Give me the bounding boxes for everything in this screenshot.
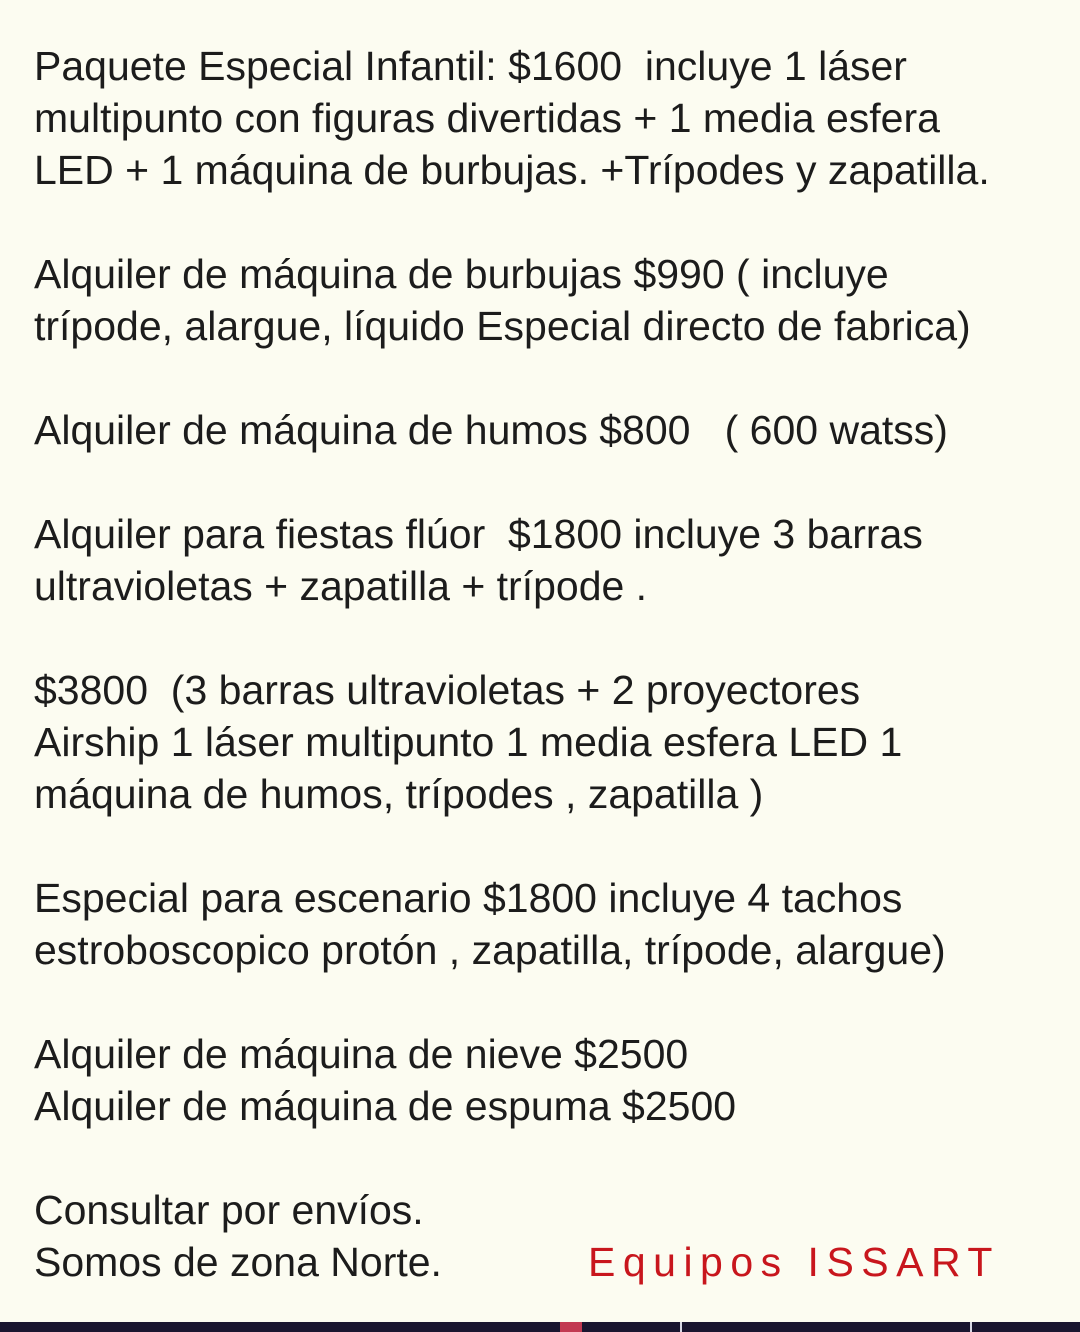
combo-line-2: Airship 1 láser multipunto 1 media esfera LED 1 [34,719,903,765]
escenario-line-2: estroboscopico protón , zapatilla, trípode, alargue) [34,927,946,973]
infantil-line-3: LED + 1 máquina de burbujas. +Trípodes y zapatilla. [34,147,990,193]
bottom-strip-glow [560,1322,582,1332]
fluor-line-2: ultravioletas + zapatilla + trípode . [34,563,648,609]
burbujas-line-2: trípode, alargue, líquido Especial directo de fabrica) [34,303,971,349]
bottom-strip-glint-2 [970,1322,972,1332]
burbujas-line-1: Alquiler de máquina de burbujas $990 ( incluye [34,251,889,297]
espuma-line: Alquiler de máquina de espuma $2500 [34,1083,737,1129]
envios-line: Consultar por envíos. [34,1187,424,1233]
combo-line-1: $3800 (3 barras ultravioletas + 2 proyectores [34,667,861,713]
zona-line: Somos de zona Norte. [34,1239,442,1285]
infantil-line-1: Paquete Especial Infantil: $1600 incluye 1 láser [34,43,907,89]
bottom-edge-strip [0,1322,1080,1332]
combo-line-3: máquina de humos, trípodes , zapatilla ) [34,771,764,817]
humos-line-1: Alquiler de máquina de humos $800 ( 600 watss) [34,407,948,453]
bottom-strip-glint [680,1322,682,1332]
brand-name: Equipos ISSART [588,1239,1000,1285]
infantil-line-2: multipunto con figuras divertidas + 1 media esfera [34,95,940,141]
nieve-line: Alquiler de máquina de nieve $2500 [34,1031,689,1077]
fluor-line-1: Alquiler para fiestas flúor $1800 incluye 3 barras [34,511,923,557]
escenario-line-1: Especial para escenario $1800 incluye 4 tachos [34,875,903,921]
